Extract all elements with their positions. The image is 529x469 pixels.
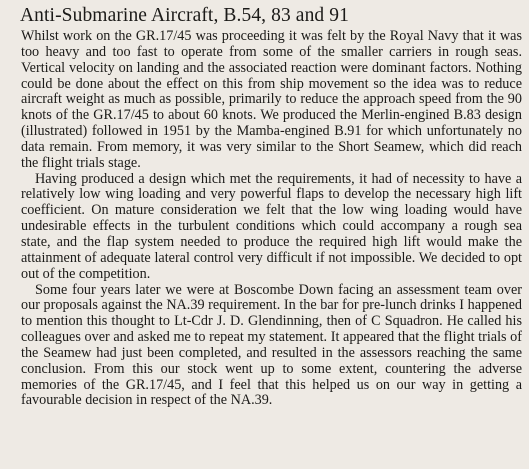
paragraph-3: Some four years later we were at Boscombe Down facing an assessment team over our proposals against the NA.39 requirement. In the bar for pre-lunch drinks I happened to mention this thought to Lt-Cdr J. D. Glendinning, then of C Squadron. He called his colleagues over and asked me to repeat my statement. It appeared that the flight trials of the Seamew had just been completed, and resulted in the assessors reaching the same conclusion. From this our stock went up to some extent, countering the adverse memories of the GR.17/45, and I feel that this helped us on our way in getting a favourable decision in respect of the NA.39.: [21, 281, 522, 409]
paragraph-2: Having produced a design which met the requirements, it had of necessity to have a relatively low wing loading and very powerful flaps to develop the necessary high lift coefficient. On mature consideration we felt that the low wing loading would have undesirable effects in the turbulent conditions which could accompany a rough sea state, and the flap system needed to produce the required high lift would make the attainment of adequate lateral control very difficult if not impossible. We decided to opt out of the competition.: [21, 170, 522, 282]
paragraph-1: Whilst work on the GR.17/45 was proceeding it was felt by the Royal Navy that it was too heavy and too fast to operate from some of the smaller carriers in rough seas. Vertical velocity on landing and the associated reaction were dominant factors. Nothing could be done about the effect on this from ship movement so the idea was to reduce aircraft weight as much as possible, primarily to reduce the approach speed from the 90 knots of the GR.17/45 to about 60 knots. We produced the Merlin-engined B.83 design (illustrated) followed in 1951 by the Mamba-engined B.91 for which unfortunately no data remain. From memory, it was very similar to the Short Seamew, which did reach the flight trials stage.: [21, 28, 522, 171]
section-heading: Anti-Submarine Aircraft, B.54, 83 and 91: [20, 5, 349, 26]
